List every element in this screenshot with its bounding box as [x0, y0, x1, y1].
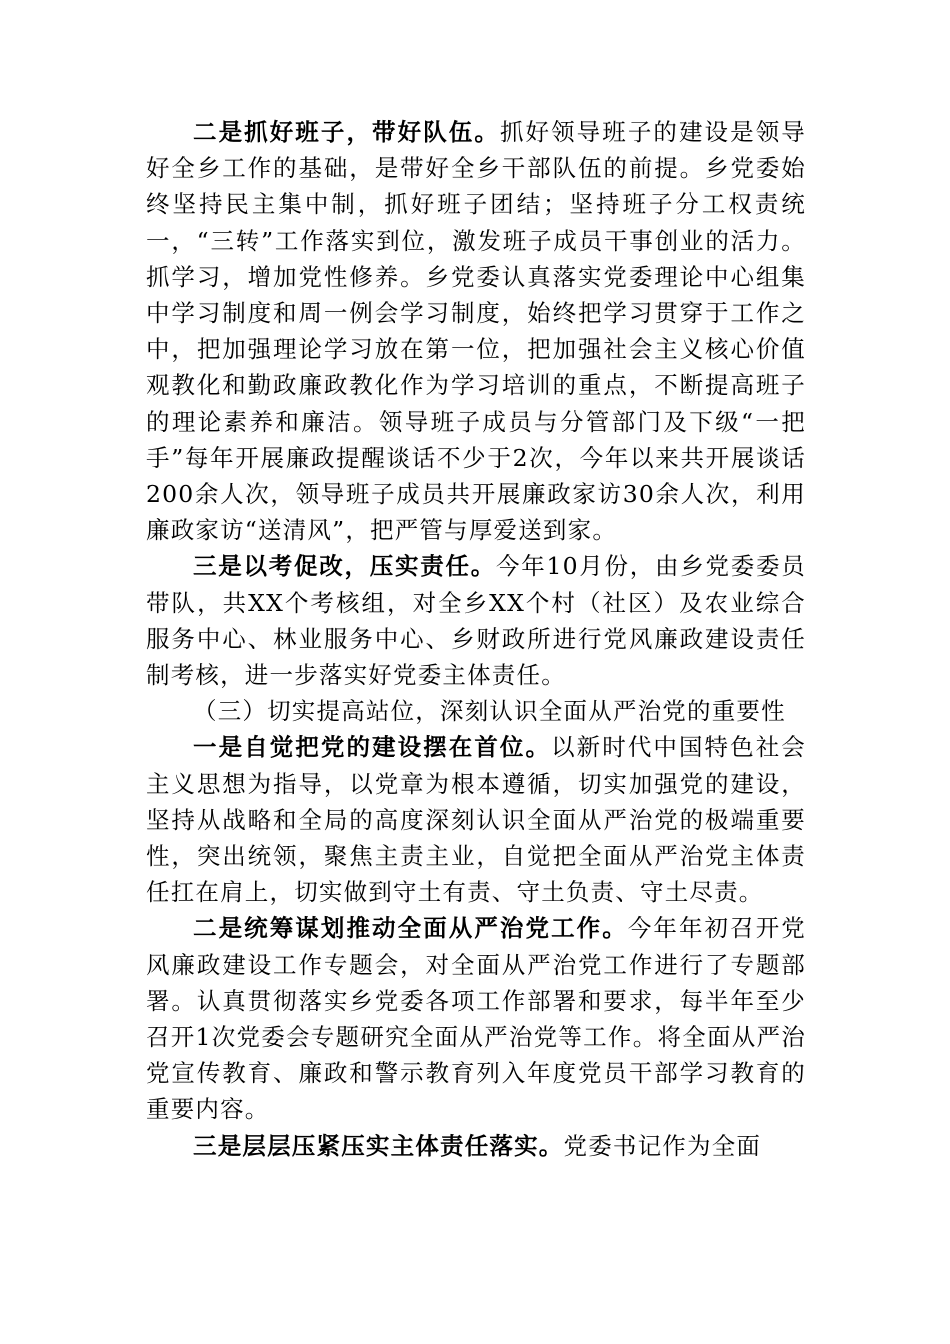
document-page	[146, 114, 806, 1164]
paragraph-responsibility	[146, 1128, 806, 1164]
paragraph-team-building	[146, 114, 806, 548]
paragraph-body: 以新时代中国特色社会主义思想为指导，以党章为根本遵循，切实加强党的建设，坚持从战略和全局的高度深刻认识全面从严治党的极端重要性，突出统领，聚焦主责主业，自觉把全面从严治党主体责任扛在肩上，切实做到守土有责、守土负责、守土尽责。	[146, 733, 806, 907]
paragraph-lead: 二是统筹谋划推动全面从严治党工作。	[193, 914, 628, 943]
paragraph-body: 党委书记作为全面	[563, 1131, 762, 1160]
section-heading: （三）切实提高站位，深刻认识全面从严治党的重要性	[193, 697, 786, 726]
paragraph-overall-planning	[146, 910, 806, 1127]
paragraph-assessment	[146, 548, 806, 693]
paragraph-body: 抓好领导班子的建设是领导好全乡工作的基础，是带好全乡干部队伍的前提。乡党委始终坚持民主集中制，抓好班子团结；坚持班子分工权责统一，“三转”工作落实到位，激发班子成员干事创业的活力。抓学习，增加党性修养。乡党委认真落实党委理论中心组集中学习制度和周一例会学习制度，始终把学习贯穿于工作之中，把加强理论学习放在第一位，把加强社会主义核心价值观教化和勤政廉政教化作为学习培训的重点，不断提高班子的理论素养和廉洁。领导班子成员与分管部门及下级“一把手”每年开展廉政提醒谈话不少于2次，今年以来共开展谈话200余人次，领导班子成员共开展廉政家访30余人次，利用廉政家访“送清风”，把严管与厚爱送到家。	[146, 118, 806, 545]
paragraph-lead: 一是自觉把党的建设摆在首位。	[193, 733, 552, 762]
paragraph-body: 今年年初召开党风廉政建设工作专题会，对全面从严治党工作进行了专题部署。认真贯彻落实乡党委各项工作部署和要求，每半年至少召开1次党委会专题研究全面从严治党等工作。将全面从严治党宣传教育、廉政和警示教育列入年度党员干部学习教育的重要内容。	[146, 914, 806, 1124]
paragraph-lead: 三是层层压紧压实主体责任落实。	[193, 1131, 564, 1160]
paragraph-lead: 三是以考促改，压实责任。	[193, 552, 496, 581]
paragraph-body: 今年10月份，由乡党委委员带队，共XX个考核组，对全乡XX个村（社区）及农业综合服务中心、林业服务中心、乡财政所进行党风廉政建设责任制考核，进一步落实好党委主体责任。	[146, 552, 806, 690]
paragraph-lead: 二是抓好班子，带好队伍。	[193, 118, 500, 146]
paragraph-party-building-first	[146, 729, 806, 910]
